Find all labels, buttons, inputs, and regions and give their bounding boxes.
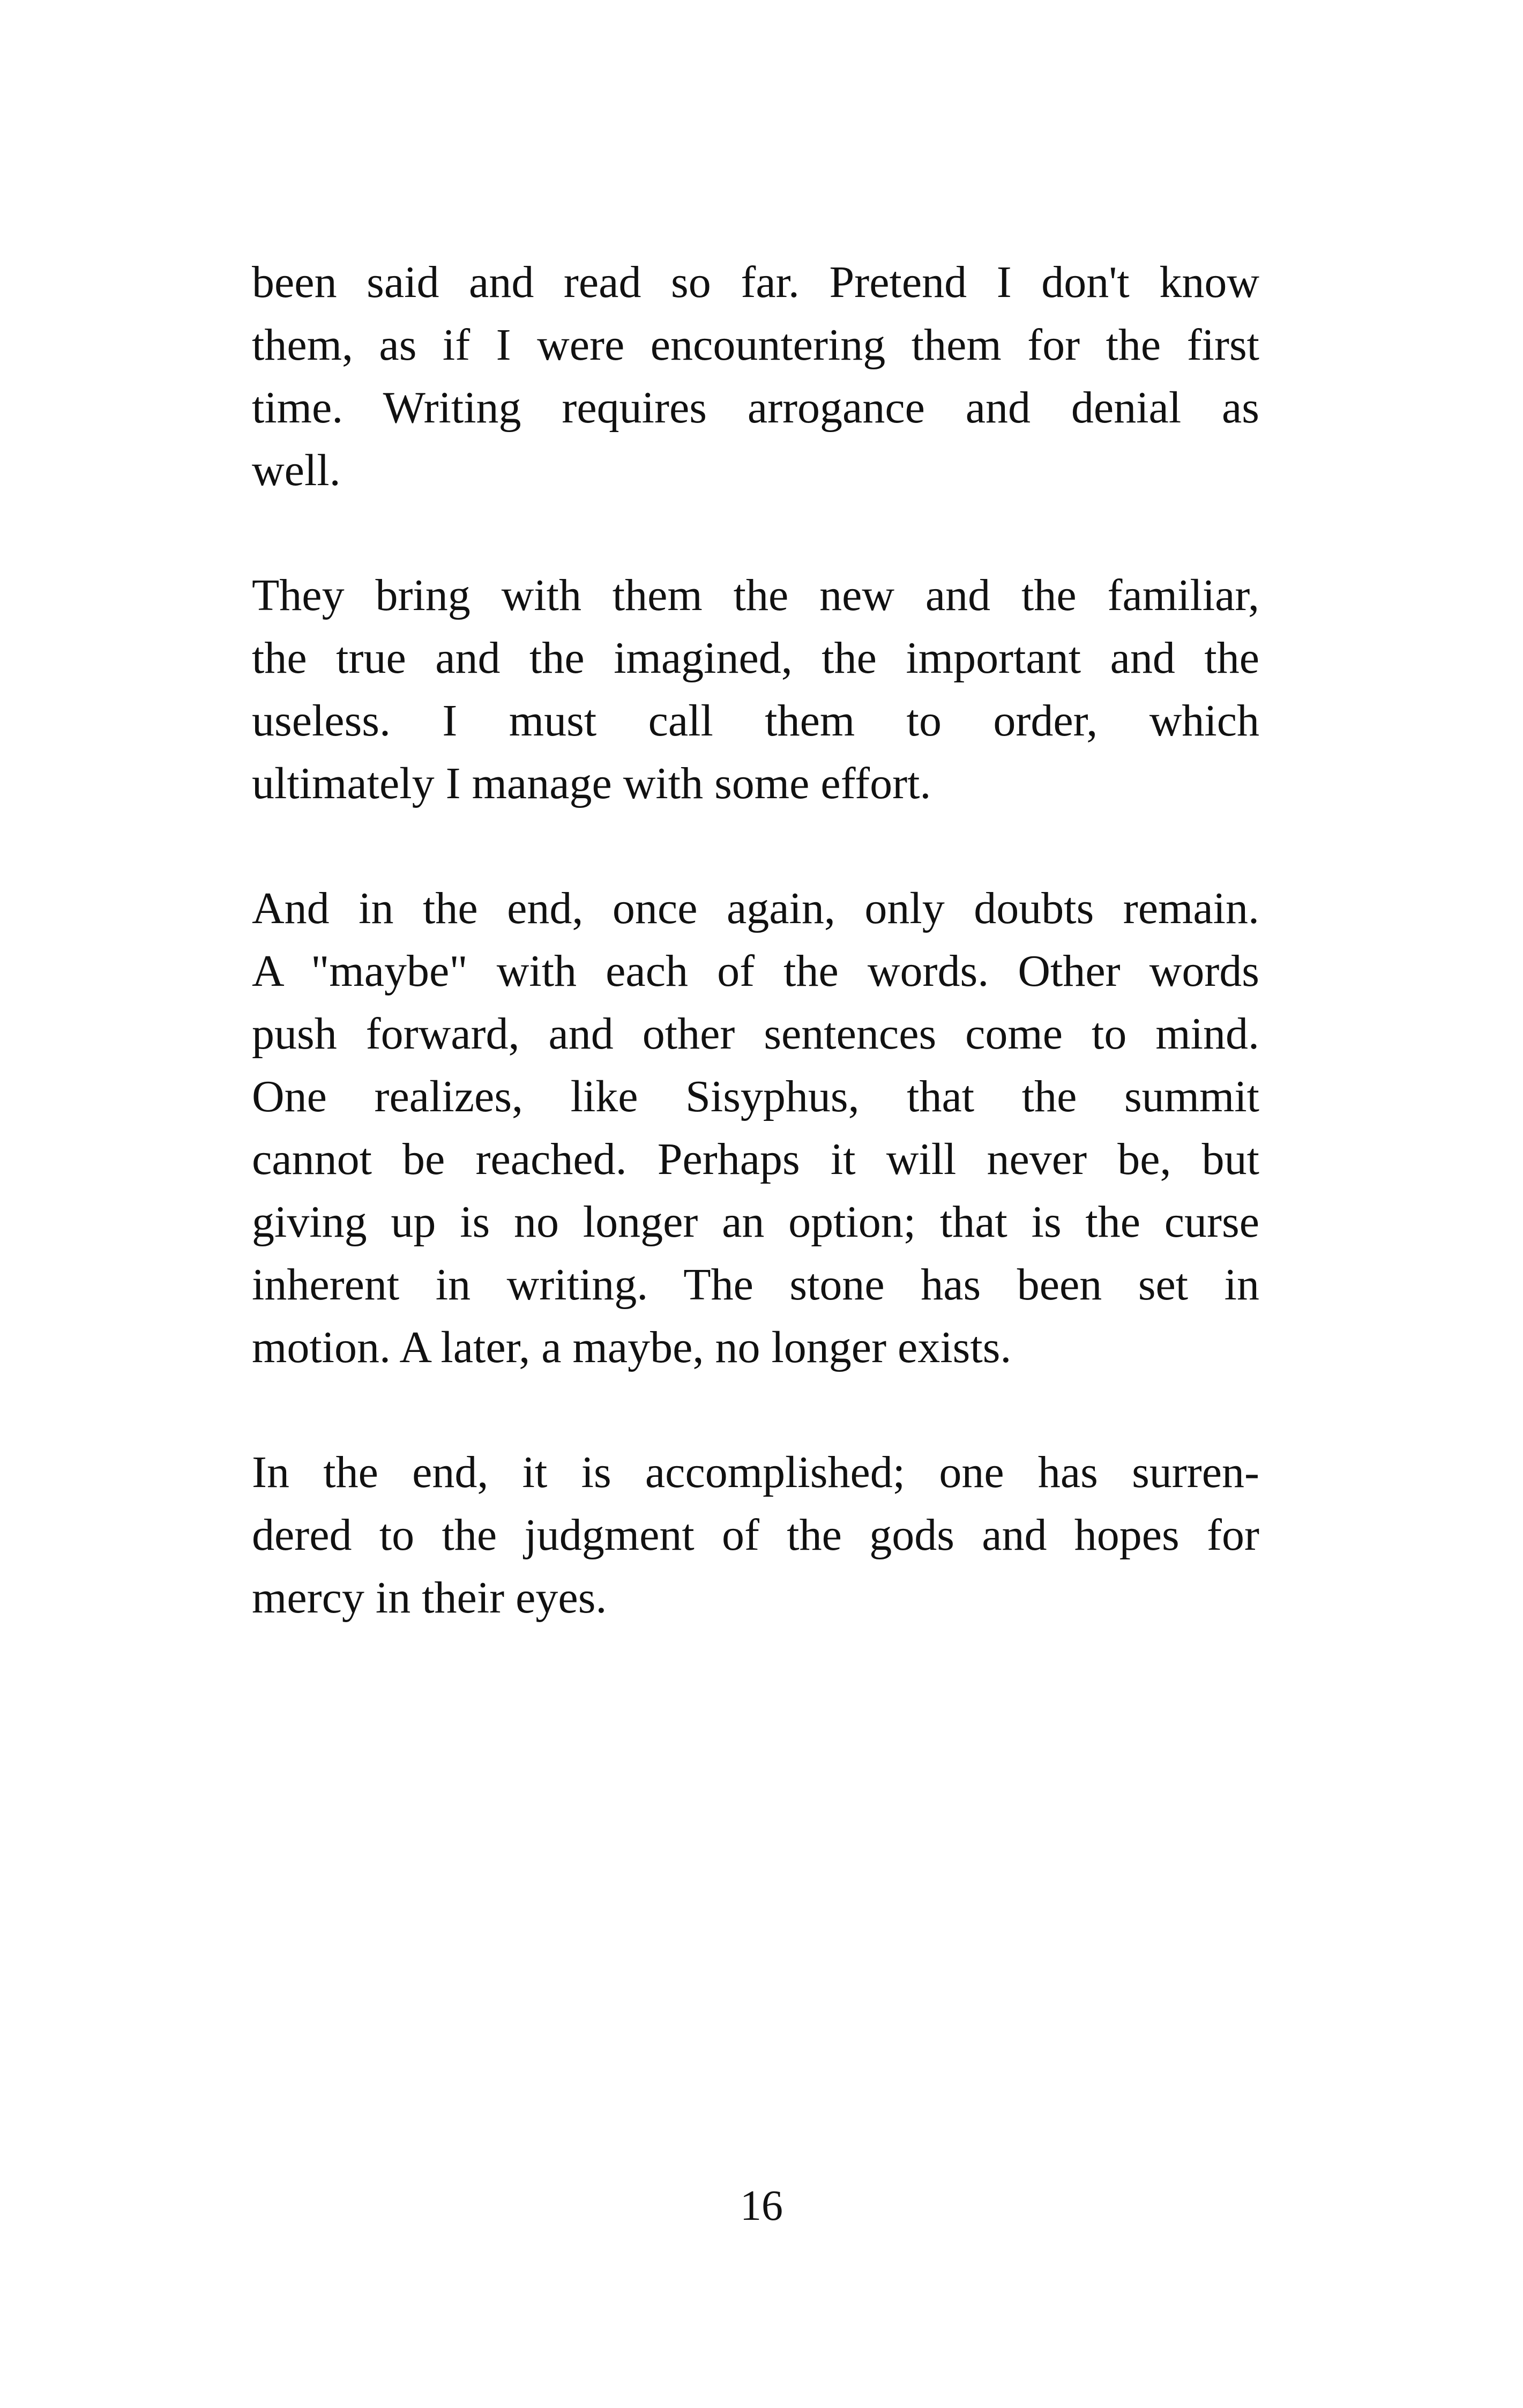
text-line: been said and read so far. Pretend I don't know (252, 257, 1259, 307)
text-line: dered to the judgment of the gods and hopes for (252, 1510, 1259, 1560)
text-line: push forward, and other sentences come to mind. (252, 1009, 1259, 1059)
body-text (252, 251, 1259, 1691)
text-line: the true and the imagined, the important and the (252, 633, 1259, 683)
text-line: motion. A later, a maybe, no longer exists. (252, 1322, 1012, 1372)
text-line: ultimately I manage with some effort. (252, 759, 931, 808)
paragraph (252, 564, 1259, 815)
text-line: giving up is no longer an option; that is the curse (252, 1197, 1259, 1247)
text-line: They bring with them the new and the familiar, (252, 570, 1259, 620)
text-line: inherent in writing. The stone has been set in (252, 1260, 1259, 1310)
text-line: well. (252, 445, 341, 495)
text-line: time. Writing requires arrogance and denial as (252, 383, 1259, 433)
text-line: cannot be reached. Perhaps it will never be, but (252, 1134, 1259, 1184)
text-line: In the end, it is accomplished; one has surren- (252, 1447, 1259, 1497)
text-line: them, as if I were encountering them for the first (252, 320, 1259, 370)
text-line: One realizes, like Sisyphus, that the summit (252, 1072, 1259, 1121)
paragraph (252, 251, 1259, 502)
text-line: And in the end, once again, only doubts remain. (252, 883, 1259, 933)
text-line: mercy in their eyes. (252, 1573, 607, 1623)
paragraph (252, 877, 1259, 1379)
page-number: 16 (740, 2182, 783, 2229)
paragraph (252, 1441, 1259, 1629)
text-line: useless. I must call them to order, which (252, 696, 1259, 746)
text-line: A "maybe" with each of the words. Other words (252, 946, 1259, 996)
